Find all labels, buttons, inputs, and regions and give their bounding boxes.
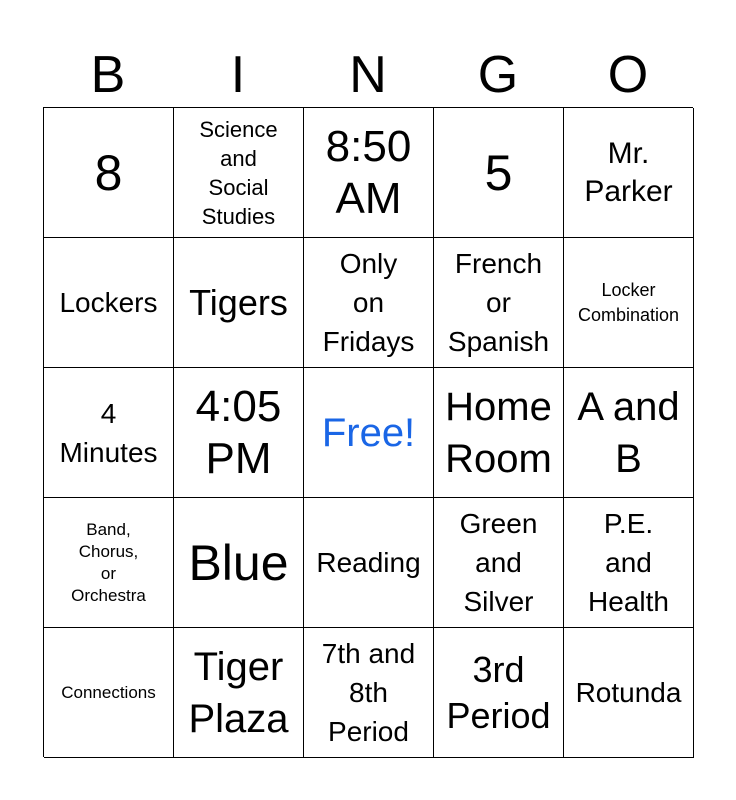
bingo-cell-r1-c3[interactable]	[304, 108, 434, 238]
cell-text: 4 Minutes	[59, 397, 158, 468]
cell-text: Home Room	[445, 384, 552, 481]
bingo-cell-r5-c5[interactable]	[564, 628, 694, 758]
header-letter-i: I	[230, 46, 246, 104]
bingo-cell-r1-c2[interactable]	[174, 108, 304, 238]
bingo-cell-r2-c2[interactable]	[174, 238, 304, 368]
header-letter-b: B	[90, 46, 126, 104]
cell-text: Connections	[61, 682, 156, 702]
bingo-cell-r1-c4[interactable]	[434, 108, 564, 238]
cell-text: Tigers	[189, 281, 288, 323]
bingo-cell-r3-c4[interactable]	[434, 368, 564, 498]
cell-text: Rotunda	[575, 677, 682, 708]
cell-text: Green and Silver	[459, 508, 538, 617]
bingo-cell-r1-c5[interactable]	[564, 108, 694, 238]
bingo-cell-r4-c1[interactable]	[44, 498, 174, 628]
header-letter-o: O	[607, 46, 649, 104]
cell-text: 8	[94, 144, 123, 201]
cell-text: Locker Combination	[577, 279, 680, 325]
cell-text: Band, Chorus, or Orchestra	[71, 519, 146, 605]
bingo-cell-r3-c1[interactable]	[44, 368, 174, 498]
cell-text: Science and Social Studies	[199, 116, 278, 229]
bingo-cell-r4-c4[interactable]	[434, 498, 564, 628]
bingo-cell-r5-c1[interactable]	[44, 628, 174, 758]
bingo-header	[43, 42, 693, 108]
bingo-card-grid	[43, 107, 693, 757]
cell-text: Lockers	[59, 287, 158, 318]
cell-text: 7th and 8th Period	[321, 638, 416, 747]
bingo-cell-r2-c1[interactable]	[44, 238, 174, 368]
cell-text: P.E. and Health	[588, 508, 669, 617]
cell-text: Mr. Parker	[584, 136, 673, 208]
bingo-cell-r4-c2[interactable]	[174, 498, 304, 628]
bingo-cell-r3-c2[interactable]	[174, 368, 304, 498]
bingo-cell-r5-c3[interactable]	[304, 628, 434, 758]
cell-text: French or Spanish	[447, 248, 550, 357]
bingo-cell-r3-c3-free[interactable]	[304, 368, 434, 498]
cell-text: 5	[484, 144, 513, 201]
cell-text: A and B	[577, 384, 680, 481]
bingo-cell-r2-c4[interactable]	[434, 238, 564, 368]
header-letter-n: N	[349, 46, 387, 104]
cell-text: Only on Fridays	[322, 248, 415, 357]
cell-text: 8:50 AM	[325, 121, 412, 223]
bingo-cell-r2-c3[interactable]	[304, 238, 434, 368]
bingo-cell-r5-c2[interactable]	[174, 628, 304, 758]
cell-text: Reading	[316, 547, 421, 578]
cell-text: Tiger Plaza	[188, 644, 289, 741]
cell-text: Blue	[188, 534, 289, 591]
bingo-cell-r3-c5[interactable]	[564, 368, 694, 498]
header-letter-g: G	[477, 46, 519, 104]
bingo-cell-r4-c5[interactable]	[564, 498, 694, 628]
bingo-cell-r4-c3[interactable]	[304, 498, 434, 628]
bingo-cell-r1-c1[interactable]	[44, 108, 174, 238]
bingo-cell-r5-c4[interactable]	[434, 628, 564, 758]
free-space-label: Free!	[321, 410, 416, 455]
cell-text: 4:05 PM	[195, 381, 282, 483]
cell-text: 3rd Period	[446, 648, 551, 736]
bingo-cell-r2-c5[interactable]	[564, 238, 694, 368]
